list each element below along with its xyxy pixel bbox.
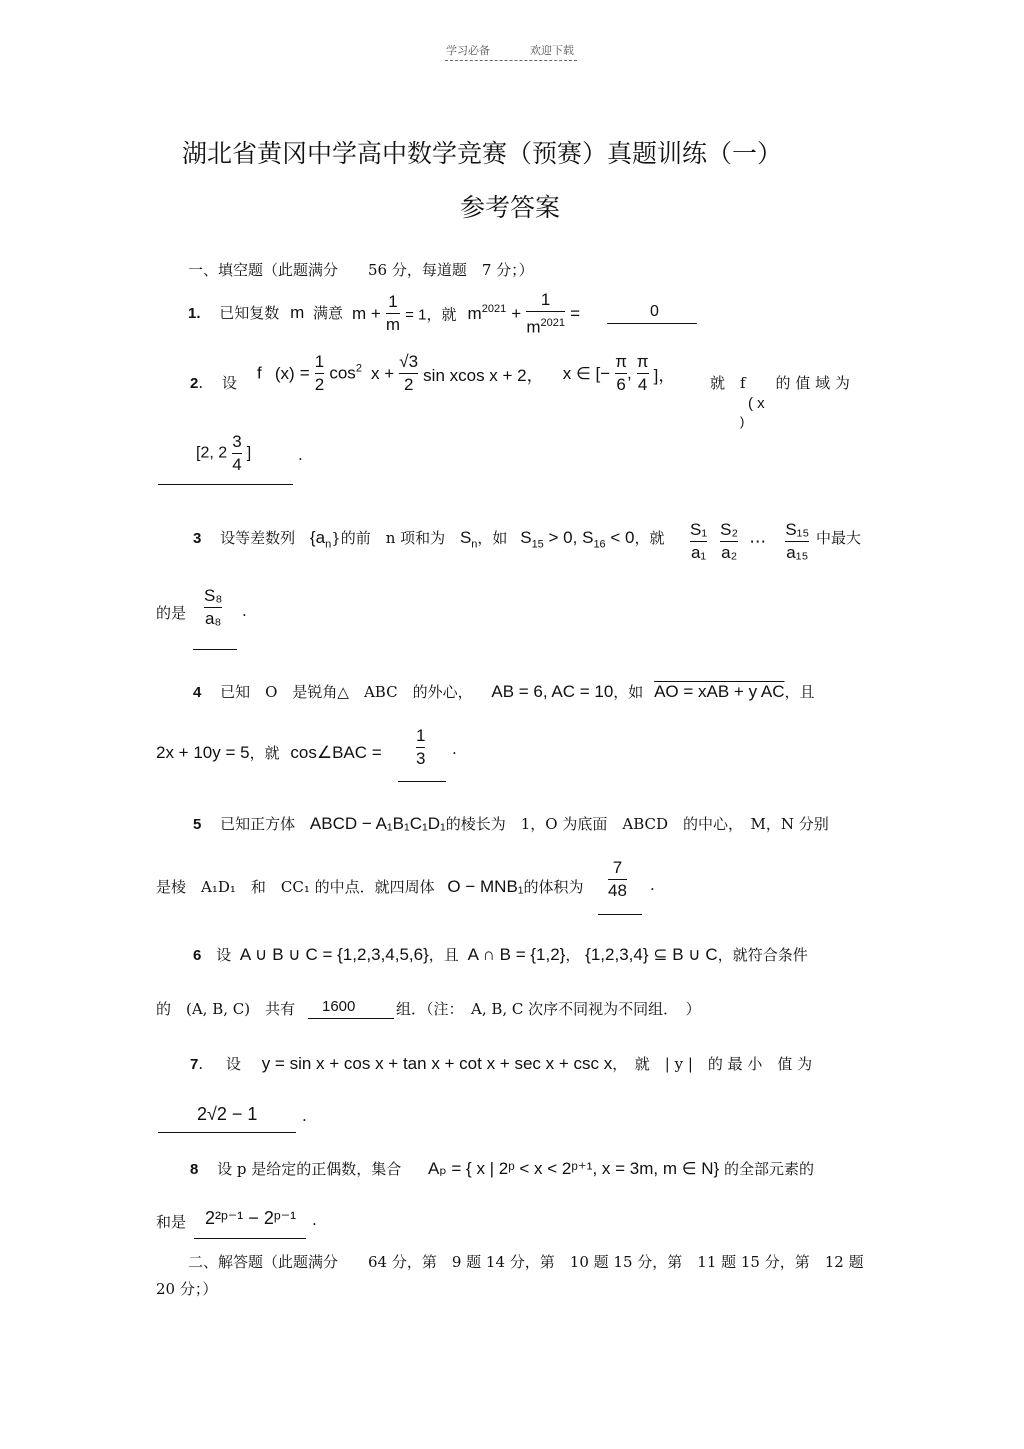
q1-frac-den: m [385,315,401,335]
q6-line2: 的 (A, B, C) 共有 [156,1000,296,1018]
q1-frac2-num: 1 [540,290,551,309]
q2-half: $\frac{1}{2}$ [314,352,325,394]
q8-number: 8 [190,1161,199,1178]
q5-answer-underline [598,914,642,915]
q2-number: 2 [190,375,199,392]
q2-answer-underline [158,484,293,485]
q1-fraction-2 [526,290,565,338]
q7-number: 7 [190,1056,199,1073]
q2-tail: 就 f 的 值 域 为 [710,374,850,392]
q4-number: 4 [193,684,202,701]
q1-frac2-den: $m^{2021}$ [526,317,565,337]
q6-answer-underline [308,1018,394,1019]
q2-lead: 2. 设 [190,374,237,392]
q1-answer: 0 [650,303,659,320]
q6-number: 6 [193,947,202,964]
section-2-heading-cont: 20 分；） [156,1280,218,1298]
header-divider [445,60,577,61]
q1-frac-num: 1 [388,292,398,312]
q8-answer-underline [194,1238,306,1239]
q1-expr1: m + [352,303,381,323]
q2-answer: [2, 2 $\frac{3}{4}$ ] [196,432,252,474]
section-1-heading: 一、填空题（此题满分 56 分，每道题 7 分；） [188,261,534,279]
q1-var: m [290,303,305,322]
q4-line2: 2x + 10y = 5，就 cos∠BAC = [156,743,382,762]
page-subtitle: 参考答案 [460,193,561,222]
q2-x: (x) [274,363,295,383]
q6-answer: 1600 [322,998,356,1015]
q1-expr2: m [467,303,482,323]
q8-line: 8 设 p 是给定的正偶数，集合 Aₚ = { x | 2ᵖ < x < 2ᵖ⁺¹, x = 3m, m ∈ N} 的全部元素的 [190,1159,814,1178]
q4-line: 4 已知 O 是锐角△ ABC 的外心， AB = 6, AC = 10，如 AO = xAB + y AC，且 [193,682,815,701]
q1-line [188,302,343,323]
q8-answer: 2²ᵖ⁻¹ − 2ᵖ⁻¹ [205,1208,297,1228]
q1-plus: + [511,303,522,323]
q1-expr [352,290,580,338]
q6-line: 6 设 A ∪ B ∪ C = {1,2,3,4,5,6}，且 A ∩ B = {1,2}， {1,2,3,4} ⊆ B ∪ C，就符合条件 [193,945,808,964]
section-2-heading: 二、解答题（此题满分 64 分，第 9 题 14 分，第 10 题 15 分，第 11 题 15 分，第 12 题 [188,1253,864,1271]
q5-answer: $\frac{7}{48}$ [608,858,627,900]
q1-fraction [386,292,400,335]
q1-eq1: = 1，就 [405,306,457,324]
q2-expr: f (x) = $\frac{1}{2}$ $\cos^2 x$ + $\frac{√3}{2}$ sin xcos x + 2， x ∈ [− $\frac{\pi}{6}$ , $\frac{\pi}{4}$ ]， [257,352,676,394]
q3-fractions: $\frac{\text{S₁}}{\text{a₁}}$ $\frac{\text{S₂}}{\text{a₂}}$ ⋯ $\frac{\text{S₁₅}}{\text{a₁₅}}$ [690,520,810,562]
q3-line: 3 设等差数列 $\{a_n\}$的前 n 项和为 $S_n$，如 $S_{15} > 0$, $S_{16} < 0$，就 [193,528,665,551]
q2-f: f [257,363,262,383]
q4-answer: $\frac{1}{3}$ [416,726,426,768]
q5-line: 5 已知正方体 ABCD − A₁B₁C₁D₁的棱长为 1，O 为底面 ABCD 的中心， M，N 分别 [193,814,829,833]
header-left: 学习必备 [446,44,490,57]
q2-pi6: $\frac{\pi}{6}$ [615,352,627,394]
q1-text2: 满意 [313,304,344,322]
q4-answer-underline [398,781,446,782]
header-right: 欢迎下载 [530,44,574,57]
q1-answer-underline [607,323,697,324]
q3-answer-underline [193,649,237,650]
q3-answer: $\frac{\text{S₈}}{\text{a₈}}$ [204,586,223,628]
q1-eq2: = [570,303,581,323]
q3-number: 3 [193,530,202,547]
q2-text: 设 [221,374,237,392]
q2-pi4: $\frac{\pi}{4}$ [636,352,649,394]
q1-exp: 2021 [481,303,507,315]
q1-text: 已知复数 [219,304,280,322]
q2-sqrt3-half: $\frac{√3}{2}$ [399,352,419,394]
q7-line: 7. 设 y = sin x + cos x + tan x + cot x + sec x + csc x， 就 | y | 的 最 小 值 为 [190,1054,813,1073]
q7-answer-underline [158,1132,296,1133]
page-title: 湖北省黄冈中学高中数学竞赛（预赛）真题训练（一） [182,139,783,168]
q7-answer: 2√2 − 1 [197,1104,258,1124]
q5-line2: 是棱 A₁D₁ 和 CC₁ 的中点．就四周体 O − MNB₁的体积为 [156,877,584,896]
q1-number: 1. [188,305,201,322]
q5-number: 5 [193,816,202,833]
